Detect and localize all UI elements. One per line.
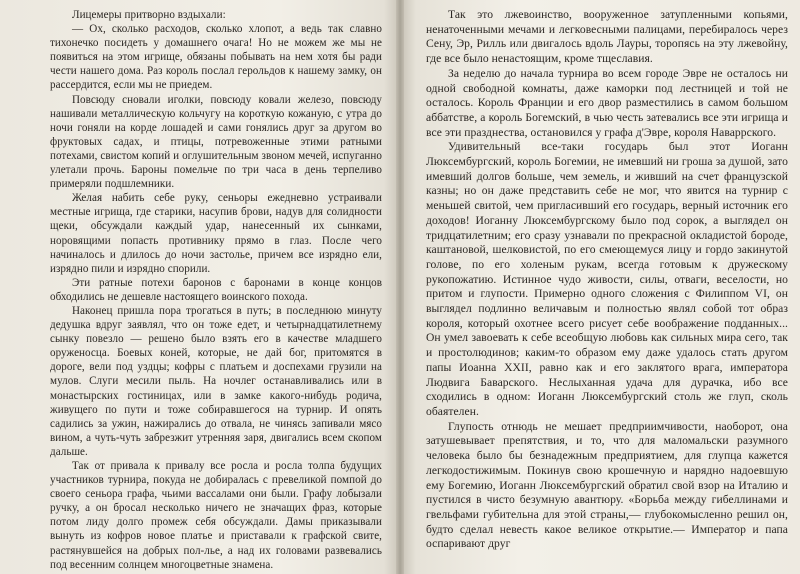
book-gutter [396, 0, 404, 574]
left-paragraph-2: — Ох, сколько расходов, сколько хлопот, а ведь так славно тихонечко посидеть у домашнего очага! Но не можем же мы не появиться на этом игрище, обязаны побывать на нем хотя бы ради чести нашего дома. Раз король послал герольдов к нашему замку, он рассердится, если мы не приедем. [50, 23, 382, 92]
right-paragraph-2: За неделю до начала турнира во всем городе Эвре не осталось ни одной свободной комнаты, даже каморки под лестницей и той не осталось. Король Франции и его двор разместились в самом большом аббатстве, а король Богемский, в чью честь затевались все эти игрища и все эти празднества, остановился у графа д'Эвре, короля Наваррского. [426, 66, 788, 139]
left-paragraph-4: Желая набить себе руку, сеньоры ежедневно устраивали местные игрища, где старики, насупив брови, надув для солидности щеки, обсуждали каждый удар, нанесенный их сынками, норовящими попасть противнику прямо в глаз. После чего начиналось и длилось до ночи застолье, причем все изрядно ели, изрядно пили и изрядно спорили. [50, 192, 382, 275]
left-paragraph-6: Наконец пришла пора трогаться в путь; в последнюю минуту дедушка вдруг заявлял, что он тоже едет, и четырнадцатилетнему сынку повезло — решено было взять его в качестве младшего оруженосца. Боевых коней, которые, не дай бог, притомятся в дороге, вели под уздцы; кофры с платьем и доспехами грузили на мулов. Слуги месили пыль. На ночлег останавливались или в монастырских гостиницах, или в замке какого-нибудь родича, живущего по пути и тоже собиравшегося на турнир. И опять садились за ужин, нажирались до отвала, не чинясь запивали мясо вином, а чуть-чуть забрезжит утренняя заря, двигались всем скопом дальше. [50, 304, 382, 458]
left-paragraph-3: Повсюду сновали иголки, повсюду ковали железо, повсюду нашивали металлическую кольчугу на короткую кожаную, с утра до ночи гоняли на корде лошадей и сами гонялись друг за другом во фруктовых садах, и птицы, потревоженные этими ратными потехами, свистом копий и оглушительным звоном мечей, испуганно улетали прочь. Бароны помельче по три часа в день терпеливо примеряли подшлемники. [50, 93, 382, 191]
left-paragraph-5: Эти ратные потехи баронов с баронами в конце концов обходились не дешевле настоящего воинского похода. [50, 276, 382, 303]
right-paragraph-1: Так это лжевоинство, вооруженное затупленными копьями, ненаточенными мечами и легковесными палицами, перебиралось через Сену, Эр, Рилль или двигалось вдоль Лауры, торопясь на эту лжевойну, где все было ненастоящим, кроме тщеславия. [426, 8, 788, 66]
right-paragraph-3: Удивительный все-таки государь был этот Иоганн Люксембургский, король Богемии, не имевший ни гроша за душой, зато имевший долгов больше, чем земель, и живший на счет французской казны; но он даже представить себе не мог, что явится на турнир с меньшей свитой, чем пригласивший его государь, верный источник его доходов! Иоганну Люксембургскому было под сорок, а выглядел он тридцатилетним; его сразу узнавали по прекрасной окладистой бороде, каштановой, шелковистой, по его смеющемуся лицу и гордо закинутой голове, по его холеным рукам, всегда готовым к дружескому рукопожатию. Истинное чудо живости, силы, отваги, веселости, но притом и глупости. Примерно одного сложения с Филиппом VI, он выглядел подлинно величавым и полностью являл собой тот образ короля, который охотнее всего рисует себе воображение подданных... Он умел завоевать к себе всеобщую любовь как сильных мира сего, так и простолюдинов; каким-то образом ему даже удалось стать другом папы Иоанна XXII, равно как и его заклятого врага, императора Людвига Баварского. Неслыханная удача для дурачка, ибо все сходились в одном: Иоганн Люксембургский столь же глуп, сколь обаятелен. [426, 140, 788, 418]
right-paragraph-4: Глупость отнюдь не мешает предприимчивости, наоборот, она затушевывает препятствия, и то, что для маломальски разумного человека было бы безнадежным предприятием, для глупца кажется легкодостижимым. Покинув свою крошечную и нарядно надоевшую ему Богемию, Иоганн Люксембургский обратил свой взор на Италию и пустился в чисто безумную авантюру. «Борьба между гибеллинами и гвельфами губительна для этой страны,— глубокомысленно решил он, будто сделал невесть какое великое открытие.— Император и папа оспаривают друг [426, 419, 788, 551]
left-paragraph-7: Так от привала к привалу все росла и росла толпа будущих участников турнира, покуда не добиралась с превеликой помпой до своего сеньора графа, чьими вассалами они были. Графу лобызали ручку, а он бросал несколько ничего не значащих фраз, которые потом лиду долго промеж себя обсуждали. Дамы приказывали вынуть из кофров новое платье и приставали к графской свите, растянувшейся на добрых пол-лье, а над их головами развевались под весенним солнцем многоцветные знамена. [50, 460, 382, 571]
right-page [400, 0, 800, 574]
left-paragraph-1: Лицемеры притворно вздыхали: [72, 9, 226, 21]
